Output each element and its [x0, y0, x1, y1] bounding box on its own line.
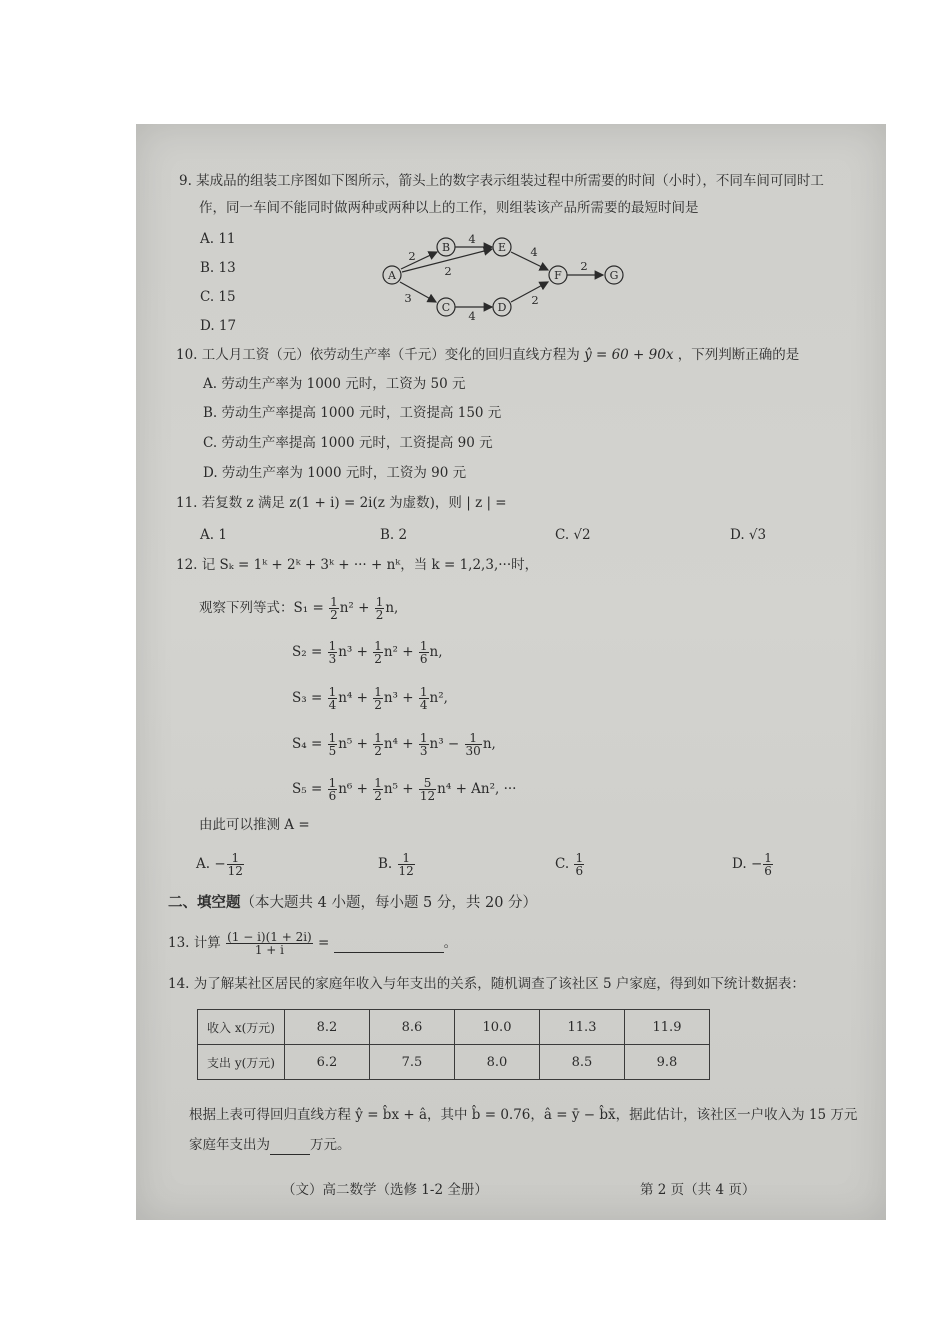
- q9-option-b: B. 13: [200, 260, 236, 276]
- table-cell: 8.0: [455, 1045, 540, 1080]
- s1-lhs: S₁ =: [293, 600, 324, 616]
- q14-stem: 14. 为了解某社区居民的家庭年收入与年支出的关系，随机调查了该社区 5 户家庭，得到如下统计数据表：: [168, 976, 805, 992]
- income-expense-table: [197, 1009, 710, 1080]
- table-cell: 11.9: [625, 1010, 710, 1045]
- q13-fraction: $\frac{(1 - i)(1 + 2i)}{1 + i}$: [227, 930, 312, 957]
- table-cell: 8.5: [540, 1045, 625, 1080]
- edge-f-g-weight: 2: [580, 259, 588, 273]
- section-2-note: （本大题共 4 小题，每小题 5 分，共 20 分）: [240, 895, 538, 911]
- edge-c-d-weight: 4: [468, 309, 476, 322]
- node-a-label: A: [388, 269, 396, 282]
- expense-header: 支出 y(万元): [198, 1045, 285, 1080]
- q10-option-d: D. 劳动生产率为 1000 元时，工资为 90 元: [203, 465, 467, 481]
- q11-option-d: D. √3: [730, 527, 767, 543]
- footer-course: （文）高二数学（选修 1-2 全册）: [282, 1182, 488, 1198]
- table-cell: 11.3: [540, 1010, 625, 1045]
- q12-observe-label: 观察下列等式：: [199, 600, 294, 616]
- table-row: [198, 1010, 710, 1045]
- q12-option-a: A. − $\frac{1}{12}$: [196, 851, 243, 878]
- table-cell: 9.8: [625, 1045, 710, 1080]
- edge-a-e-weight: 2: [444, 264, 452, 278]
- q11-stem: 11. 若复数 z 满足 z(1 + i) = 2i(z 为虚数)，则 | z | =: [176, 495, 507, 511]
- s1-term2-var: n,: [385, 600, 399, 616]
- q12-s4-equation: S₄ = $\frac{1}{5}$ n⁵ + $\frac{1}{2}$ n⁴ + $\frac{1}{3}$ n³ − $\frac{1}{30}$ n,: [292, 731, 496, 758]
- q11-option-b: B. 2: [380, 527, 408, 543]
- q14-line2b: 万元。: [310, 1137, 351, 1153]
- q13-label: 13. 计算: [168, 935, 221, 951]
- edge-a-c-weight: 3: [404, 291, 412, 305]
- q9-stem-line2: 作，同一车间不能同时做两种或两种以上的工作，则组装该产品所需要的最短时间是: [199, 200, 699, 216]
- q9-option-d: D. 17: [200, 318, 237, 334]
- node-f-label: F: [554, 269, 562, 282]
- node-c-label: C: [441, 301, 451, 314]
- q10-stem: [176, 346, 799, 364]
- s1-term2-frac: $\frac{1}{2}$: [375, 595, 384, 622]
- section-2-heading: 二、填空题: [168, 894, 241, 911]
- q14-regression-line: 根据上表可得回归直线方程 ŷ = b̂x + â，其中 b̂ = 0.76，â = ȳ − b̂x̄，据此估计，该社区一户收入为 15 万元: [189, 1107, 858, 1123]
- assembly-process-diagram: [375, 232, 635, 322]
- q10-stem-a: 10. 工人月工资（元）依劳动生产率（千元）变化的回归直线方程为: [176, 347, 580, 363]
- q12-stem: 12. 记 Sₖ = 1ᵏ + 2ᵏ + 3ᵏ + ··· + nᵏ，当 k = 1,2,3,···时，: [176, 557, 539, 573]
- edge-b-e-weight: 4: [468, 232, 476, 246]
- table-row: [198, 1045, 710, 1080]
- table-cell: 8.2: [285, 1010, 370, 1045]
- q12-observe-line: [199, 596, 398, 621]
- table-cell: 10.0: [455, 1010, 540, 1045]
- q11-option-c: C. √2: [555, 527, 591, 543]
- edge-d-f: [511, 282, 548, 302]
- edge-e-f-weight: 4: [530, 245, 538, 259]
- q10-option-c: C. 劳动生产率提高 1000 元时，工资提高 90 元: [203, 435, 493, 451]
- node-e-label: E: [497, 241, 507, 254]
- q12-s2-equation: S₂ = $\frac{1}{3}$ n³ + $\frac{1}{2}$ n² + $\frac{1}{6}$ n,: [292, 639, 443, 666]
- node-d-label: D: [497, 301, 507, 314]
- s1-op1: +: [358, 600, 370, 616]
- q12-s3-equation: S₃ = $\frac{1}{4}$ n⁴ + $\frac{1}{2}$ n³ + $\frac{1}{4}$ n²,: [292, 685, 448, 712]
- s1-term1-frac: $\frac{1}{2}$: [330, 595, 338, 622]
- q14-answer-line: [189, 1136, 351, 1155]
- q10-option-b: B. 劳动生产率提高 1000 元时，工资提高 150 元: [203, 405, 502, 421]
- node-b-label: B: [441, 241, 451, 254]
- q9-option-a: A. 11: [200, 231, 236, 247]
- income-header: 收入 x(万元): [198, 1010, 285, 1045]
- edge-d-f-weight: 2: [531, 293, 539, 307]
- q10-stem-b: ，下列判断正确的是: [677, 347, 800, 363]
- table-cell: 7.5: [370, 1045, 455, 1080]
- q12-guess: 由此可以推测 A =: [199, 817, 310, 833]
- s1-term1-var: n²: [339, 600, 354, 616]
- q9-option-c: C. 15: [200, 289, 236, 305]
- edge-a-b-weight: 2: [408, 249, 416, 263]
- q10-option-a: A. 劳动生产率为 1000 元时，工资为 50 元: [203, 376, 466, 392]
- q9-stem-line1: 9. 某成品的组装工序图如下图所示，箭头上的数字表示组装过程中所需要的时间（小时），不同车间可同时工: [179, 173, 824, 189]
- q12-option-d: D. − $\frac{1}{6}$: [732, 851, 772, 878]
- q11-option-a: A. 1: [200, 527, 227, 543]
- section-2-heading-line: [168, 894, 537, 912]
- q14-answer-blank[interactable]: [270, 1136, 310, 1155]
- q13-answer-blank[interactable]: [334, 934, 444, 953]
- q12-option-c: C. $\frac{1}{6}$: [555, 851, 584, 878]
- q12-s5-equation: S₅ = $\frac{1}{6}$ n⁶ + $\frac{1}{2}$ n⁵ + $\frac{5}{12}$ n⁴ + An², ···: [292, 776, 517, 803]
- q12-option-b: B. $\frac{1}{12}$: [378, 851, 414, 878]
- q13-line: [168, 931, 457, 956]
- table-cell: 6.2: [285, 1045, 370, 1080]
- q13-eq: =: [318, 935, 330, 951]
- q10-equation: ŷ = 60 + 90x: [584, 347, 674, 363]
- table-cell: 8.6: [370, 1010, 455, 1045]
- node-g-label: G: [609, 269, 619, 282]
- q13-end: 。: [443, 935, 458, 951]
- edge-a-b: [401, 252, 437, 269]
- q14-line2a: 家庭年支出为: [189, 1137, 270, 1153]
- footer-page-number: 第 2 页（共 4 页）: [640, 1182, 756, 1198]
